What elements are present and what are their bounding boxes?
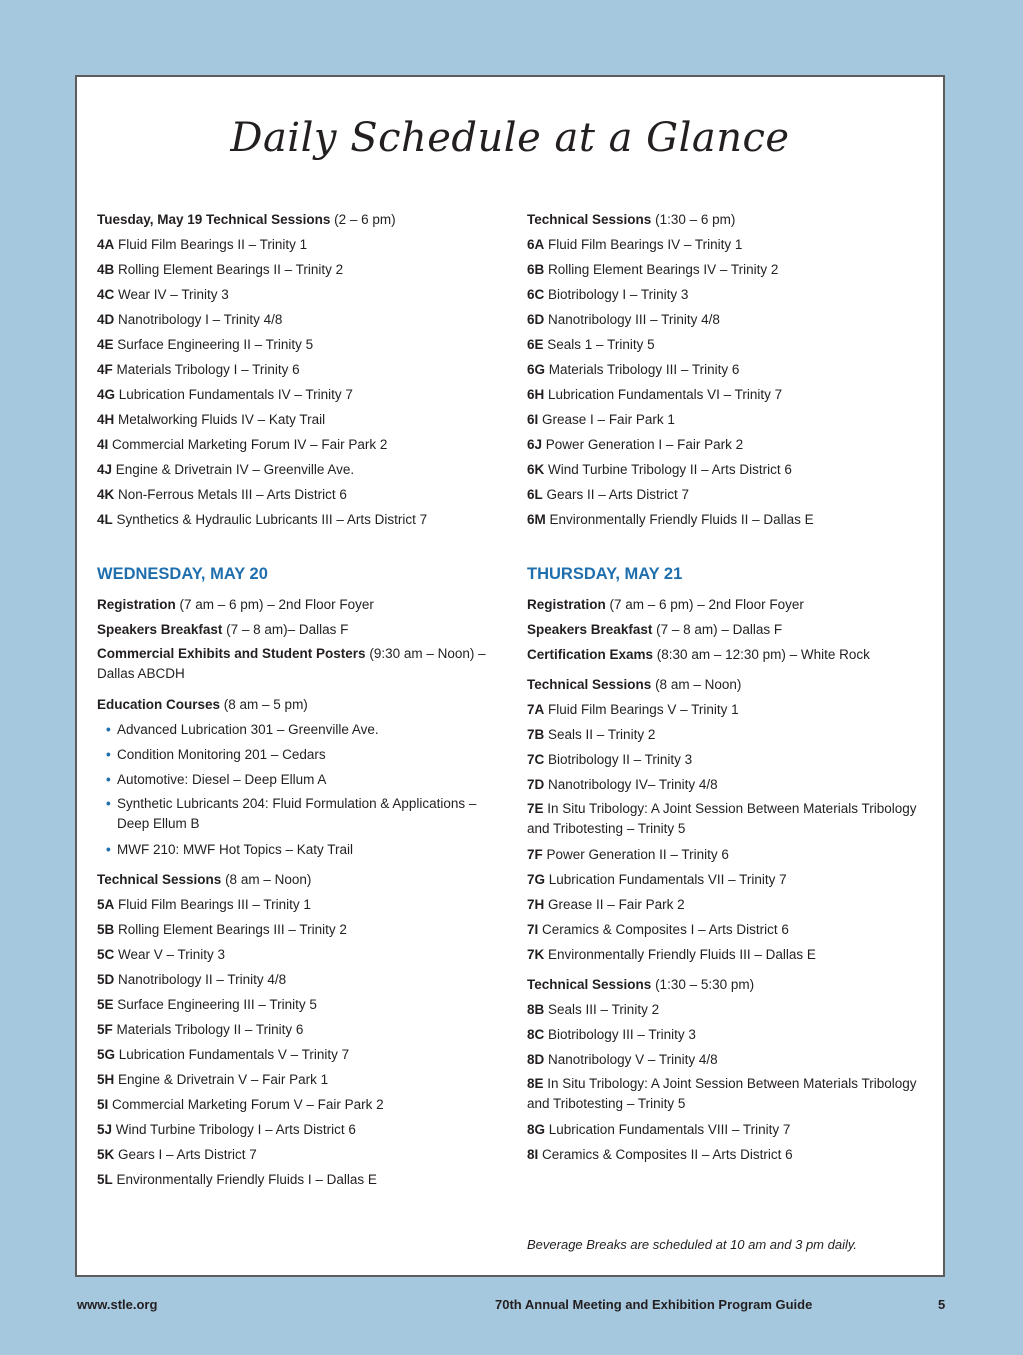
- course-list: [97, 717, 507, 862]
- session-item: 5G Lubrication Fundamentals V – Trinity 7: [97, 1047, 350, 1062]
- session-item: 5J Wind Turbine Tribology I – Arts District 6: [97, 1122, 356, 1137]
- schedule-panel: [75, 75, 945, 1277]
- session-item: 6I Grease I – Fair Park 1: [527, 412, 675, 427]
- session-item: 6C Biotribology I – Trinity 3: [527, 287, 689, 302]
- session-item: 6M Environmentally Friendly Fluids II – Dallas E: [527, 512, 814, 527]
- session-item: 4I Commercial Marketing Forum IV – Fair Park 2: [97, 437, 388, 452]
- course-item: • Advanced Lubrication 301 – Greenville Ave.: [97, 717, 507, 742]
- course-item: • Automotive: Diesel – Deep Ellum A: [97, 767, 507, 792]
- session-item: 8I Ceramics & Composites II – Arts District 6: [527, 1147, 793, 1162]
- session-item: 4L Synthetics & Hydraulic Lubricants III – Arts District 7: [97, 512, 428, 527]
- course-item: • Condition Monitoring 201 – Cedars: [97, 742, 507, 767]
- session-item: 8D Nanotribology V – Trinity 4/8: [527, 1052, 718, 1067]
- session-item: 4J Engine & Drivetrain IV – Greenville Ave.: [97, 462, 355, 477]
- session-item: 5I Commercial Marketing Forum V – Fair Park 2: [97, 1097, 384, 1112]
- wednesday-heading: WEDNESDAY, MAY 20: [97, 565, 268, 583]
- session-item: 6D Nanotribology III – Trinity 4/8: [527, 312, 720, 327]
- session-item: 8G Lubrication Fundamentals VIII – Trinity 7: [527, 1122, 791, 1137]
- session-item: 6K Wind Turbine Tribology II – Arts District 6: [527, 462, 792, 477]
- wed-exhibits: Commercial Exhibits and Student Posters (9:30 am – Noon) – Dallas ABCDH: [97, 646, 486, 681]
- wed-sessions-heading: Technical Sessions (8 am – Noon): [97, 872, 312, 887]
- thu-registration: Registration (7 am – 6 pm) – 2nd Floor Foyer: [527, 597, 804, 612]
- session-item: 4F Materials Tribology I – Trinity 6: [97, 362, 300, 377]
- beverage-note: Beverage Breaks are scheduled at 10 am and 3 pm daily.: [527, 1237, 858, 1252]
- thursday-afternoon-list: [527, 997, 937, 1167]
- session-item: 4B Rolling Element Bearings II – Trinity 2: [97, 262, 344, 277]
- session-item: 5C Wear V – Trinity 3: [97, 947, 226, 962]
- wed-registration: Registration (7 am – 6 pm) – 2nd Floor Foyer: [97, 597, 374, 612]
- session-item: 7A Fluid Film Bearings V – Trinity 1: [527, 702, 739, 717]
- wednesday-session-list: [97, 892, 507, 1192]
- session-item: 6G Materials Tribology III – Trinity 6: [527, 362, 740, 377]
- session-item: 7I Ceramics & Composites I – Arts District 6: [527, 922, 789, 937]
- session-item: 7G Lubrication Fundamentals VII – Trinity 7: [527, 872, 787, 887]
- session-item: 5F Materials Tribology II – Trinity 6: [97, 1022, 304, 1037]
- session-item: 5L Environmentally Friendly Fluids I – Dallas E: [97, 1172, 377, 1187]
- page-number: 5: [938, 1297, 946, 1312]
- session-item: 6A Fluid Film Bearings IV – Trinity 1: [527, 237, 743, 252]
- session-item: 7E In Situ Tribology: A Joint Session Between Materials Tribology and Tribotesting – Trinity 5: [527, 801, 917, 836]
- right-column: [527, 207, 937, 1167]
- thursday-morning-list: [527, 697, 937, 967]
- session-item: 7F Power Generation II – Trinity 6: [527, 847, 729, 862]
- session-item: 8C Biotribology III – Trinity 3: [527, 1027, 696, 1042]
- session-item: 8E In Situ Tribology: A Joint Session Between Materials Tribology and Tribotesting – Trinity 5: [527, 1076, 917, 1111]
- footer-url[interactable]: www.stle.org: [77, 1297, 158, 1312]
- session-item: 6E Seals 1 – Trinity 5: [527, 337, 655, 352]
- session-item: 4H Metalworking Fluids IV – Katy Trail: [97, 412, 326, 427]
- session-item: 7C Biotribology II – Trinity 3: [527, 752, 693, 767]
- session-item: 6L Gears II – Arts District 7: [527, 487, 690, 502]
- session-item: 4E Surface Engineering II – Trinity 5: [97, 337, 314, 352]
- session-item: 4D Nanotribology I – Trinity 4/8: [97, 312, 283, 327]
- session-item: 8B Seals III – Trinity 2: [527, 1002, 660, 1017]
- tuesday-session-list: [97, 232, 507, 532]
- session-item: 7B Seals II – Trinity 2: [527, 727, 656, 742]
- session-item: 5A Fluid Film Bearings III – Trinity 1: [97, 897, 311, 912]
- thu-breakfast: Speakers Breakfast (7 – 8 am) – Dallas F: [527, 622, 783, 637]
- session-item: 6H Lubrication Fundamentals VI – Trinity 7: [527, 387, 783, 402]
- session-item: 4A Fluid Film Bearings II – Trinity 1: [97, 237, 308, 252]
- page-title: Daily Schedule at a Glance: [230, 115, 790, 161]
- thu-exams: Certification Exams (8:30 am – 12:30 pm) – White Rock: [527, 647, 870, 662]
- thu-morning-heading: Technical Sessions (8 am – Noon): [527, 677, 742, 692]
- session-item: 5E Surface Engineering III – Trinity 5: [97, 997, 317, 1012]
- course-item: • Synthetic Lubricants 204: Fluid Formulation & Applications – Deep Ellum B: [97, 792, 507, 837]
- session-item: 6J Power Generation I – Fair Park 2: [527, 437, 744, 452]
- session-item: 4K Non-Ferrous Metals III – Arts District 6: [97, 487, 347, 502]
- session-item: 5D Nanotribology II – Trinity 4/8: [97, 972, 287, 987]
- session-item: 4G Lubrication Fundamentals IV – Trinity 7: [97, 387, 353, 402]
- session-item: 4C Wear IV – Trinity 3: [97, 287, 229, 302]
- session-item: 7K Environmentally Friendly Fluids III – Dallas E: [527, 947, 816, 962]
- left-column: [97, 207, 507, 1192]
- session-item: 7H Grease II – Fair Park 2: [527, 897, 685, 912]
- tuesday-afternoon-list: [527, 232, 937, 532]
- wed-breakfast: Speakers Breakfast (7 – 8 am)– Dallas F: [97, 622, 349, 637]
- footer-guide-title: 70th Annual Meeting and Exhibition Program Guide: [495, 1297, 813, 1312]
- wed-courses: Education Courses (8 am – 5 pm): [97, 697, 308, 712]
- thu-afternoon-heading: Technical Sessions (1:30 – 5:30 pm): [527, 977, 755, 992]
- session-item: 6B Rolling Element Bearings IV – Trinity 2: [527, 262, 779, 277]
- session-item: 5H Engine & Drivetrain V – Fair Park 1: [97, 1072, 329, 1087]
- thursday-heading: THURSDAY, MAY 21: [527, 565, 683, 583]
- tuesday-heading: Tuesday, May 19 Technical Sessions (2 – 6 pm): [97, 212, 396, 227]
- session-item: 7D Nanotribology IV– Trinity 4/8: [527, 777, 718, 792]
- session-item: 5K Gears I – Arts District 7: [97, 1147, 257, 1162]
- course-item: • MWF 210: MWF Hot Topics – Katy Trail: [97, 837, 507, 862]
- session-item: 5B Rolling Element Bearings III – Trinity 2: [97, 922, 347, 937]
- tuesday-afternoon-heading: Technical Sessions (1:30 – 6 pm): [527, 212, 736, 227]
